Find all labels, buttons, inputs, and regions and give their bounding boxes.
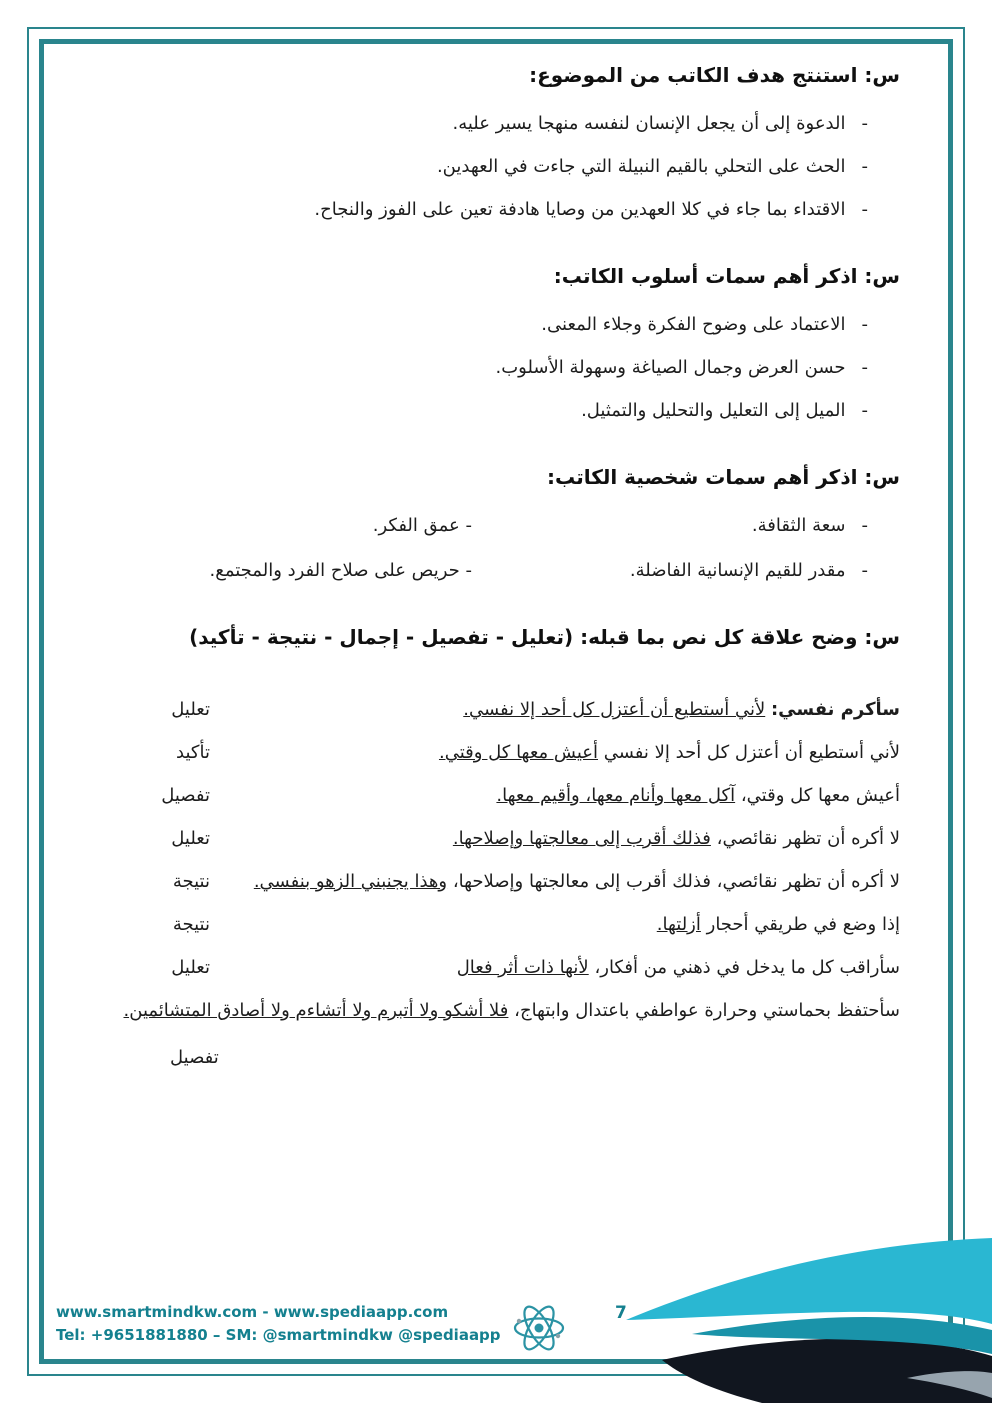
trait-text: سعة الثقافة. (751, 515, 846, 536)
relation-plain: لأني أستطيع أن أعتزل كل أحد إلا نفسي (603, 742, 900, 763)
trait-item (472, 557, 868, 584)
page-number: 7 (615, 1303, 627, 1323)
list-item-text: الحث على التحلي بالقيم النبيلة التي جاءت في العهدين. (436, 156, 846, 177)
relation-underlined: أزلتها. (656, 914, 701, 935)
decorative-waves (612, 1228, 992, 1403)
bullet-dash: - (861, 113, 868, 134)
relation-bold: سأكرم نفسي: (770, 699, 900, 720)
list-item (92, 354, 900, 381)
section-goal (92, 60, 900, 223)
relation-row (92, 911, 900, 938)
list-item (92, 153, 900, 180)
bullet-dash: - (861, 199, 868, 220)
bullet-dash: - (861, 156, 868, 177)
bullet-dash: - (861, 560, 868, 581)
relation-row (92, 954, 900, 981)
relation-text (210, 696, 900, 723)
section-style (92, 261, 900, 424)
relation-text (210, 911, 900, 938)
relation-underlined: أعيش معها كل وقتي. (438, 742, 599, 763)
relation-underlined: فذلك أقرب إلى معالجتها وإصلاحها. (452, 828, 711, 849)
relation-text (210, 739, 900, 766)
list-item (92, 110, 900, 137)
footer-websites: www.smartmindkw.com - www.spediaapp.com (56, 1302, 449, 1321)
relation-row (92, 868, 900, 895)
question-heading: س: اذكر أهم سمات أسلوب الكاتب: (553, 264, 900, 288)
bullet-dash: - (861, 357, 868, 378)
relation-label: تفصيل (170, 1047, 219, 1068)
footer (56, 1301, 501, 1348)
section-personality (92, 462, 900, 584)
relation-label: نتيجة (172, 914, 210, 935)
relation-text (210, 954, 900, 981)
trait-row (92, 512, 900, 539)
relation-label: نتيجة (172, 871, 210, 892)
relation-plain: سأحتفظ بحماستي وحرارة عواطفي باعتدال وابتهاج، (514, 1000, 900, 1021)
relation-label: تعليل (171, 828, 210, 849)
atom-logo-icon (512, 1303, 566, 1353)
relation-row (92, 825, 900, 852)
list-item-text: الدعوة إلى أن يجعل الإنسان لنفسه منهجا يسير عليه. (452, 113, 846, 134)
relation-underlined: وهذا يجنبني الزهو بنفسي. (253, 871, 448, 892)
bullet-dash: - (861, 515, 868, 536)
relation-label: تأكيد (176, 742, 210, 763)
wave-black-shape (662, 1338, 992, 1403)
trait-row (92, 557, 900, 584)
relation-plain: إذا وضع في طريقي أحجار (706, 914, 900, 935)
list-item-text: الميل إلى التعليل والتحليل والتمثيل. (581, 400, 846, 421)
wave-teal-shape (626, 1238, 992, 1324)
list-item-text: الاعتماد على وضوح الفكرة وجلاء المعنى. (541, 314, 846, 335)
relation-text (210, 825, 900, 852)
relation-label: تعليل (171, 957, 210, 978)
list-item (92, 397, 900, 424)
question-heading: س: اذكر أهم سمات شخصية الكاتب: (547, 465, 900, 489)
trait-item: - حريص على صلاح الفرد والمجتمع. (209, 560, 472, 581)
relation-label: تعليل (171, 699, 210, 720)
relation-underlined: آكل معها وأنام معها، وأقيم معها. (496, 785, 736, 806)
document-content (92, 60, 900, 1109)
list-item (92, 196, 900, 223)
trait-item (472, 512, 868, 539)
relation-row (92, 739, 900, 766)
relation-text (92, 997, 900, 1024)
relation-plain: لا أكره أن تظهر نقائصي، (716, 828, 900, 849)
list-item-text: حسن العرض وجمال الصياغة وسهولة الأسلوب. (495, 357, 846, 378)
relation-plain: أعيش معها كل وقتي، (740, 785, 900, 806)
relation-plain: لا أكره أن تظهر نقائصي، فذلك أقرب إلى معالجتها وإصلاحها، (452, 871, 900, 892)
footer-contact: Tel: +9651881880 – SM: @smartmindkw @spediaapp (56, 1325, 501, 1344)
relation-text (210, 868, 900, 895)
bullet-dash: - (861, 400, 868, 421)
list-item (92, 311, 900, 338)
section-relations (92, 622, 900, 1071)
list-item-text: الاقتداء بما جاء في كلا العهدين من وصايا هادفة تعين على الفوز والنجاح. (314, 199, 846, 220)
relation-row (92, 696, 900, 723)
question-heading: س: وضح علاقة كل نص بما قبله: (تعليل - تفصيل - إجمال - نتيجة - تأكيد) (189, 625, 900, 649)
bullet-dash: - (861, 314, 868, 335)
trait-text: مقدر للقيم الإنسانية الفاضلة. (629, 560, 846, 581)
trait-item: - عمق الفكر. (372, 515, 472, 536)
relation-row (92, 782, 900, 809)
relation-text (210, 782, 900, 809)
relation-plain: سأراقب كل ما يدخل في ذهني من أفكار، (594, 957, 900, 978)
relation-label: تفصيل (161, 785, 210, 806)
relation-row (92, 997, 900, 1071)
relation-underlined: لأنها ذات أثر فعال (456, 957, 589, 978)
question-heading: س: استنتج هدف الكاتب من الموضوع: (529, 63, 900, 87)
relation-underlined: فلا أشكو ولا أتبرم ولا أتشاءم ولا أصادق المتشائمين. (123, 1000, 509, 1021)
relation-underlined: لأني أستطيع أن أعتزل كل أحد إلا نفسي. (463, 699, 766, 720)
